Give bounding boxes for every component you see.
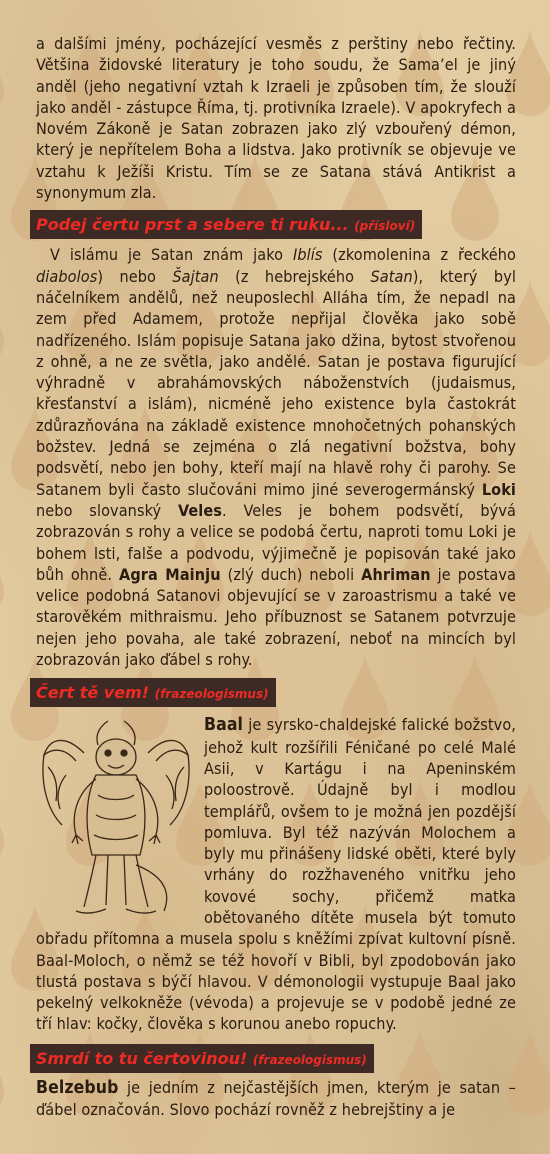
term-belzebub: Belzebub [36,1077,119,1098]
term-diabolos: diabolos [36,266,98,286]
baal-section [36,707,516,1034]
intro-paragraph: a dalšími jmény, pocházející vesměs z perštiny nebo řečtiny. Většina židovské literatury je toho soudu, že Sama’el je jiný anděl (jeho negativní vztah k Izraeli je způsoben tím, že slouží jako anděl - zástupce Říma, tj. protivníka Izraele). V apokryfech a Novém Zákoně je Satan zobrazen jako zlý vzbouřený démon, který je nepřítelem Boha a lidstva. Jako protivník se objevuje ve vztahu k Ježíši Kristu. Tím se ze Satana stává Antikrist a synonymum zla. [36,34,516,203]
baal-paragraph: Baal je syrsko-chaldejské falické božstvo, jehož kult rozšířili Féničané po celé Malé Asii, v Kartágu i na Apeninském poloostrově. Údajně byl i modlou templářů, ovšem to je možná jen pozdější pomluva. Byl též nazýván Molochem a byly mu přinášeny lidské oběti, které byly vrhány do rozžhaveného vnitřku jeho kovové sochy, přičemž matka obětovaného dítěte musela být tomuto obřadu přítomna a musela spolu s kněžími zpívat kultovní písně. Baal-Moloch, o němž se též hovoří v Bibli, byl zpodobován jako tlustá postava s býčí hlavou. V démonologii vystupuje Baal jako pekelný velkokněže (vévoda) a projevuje se v podobě jedné ze tří hlav: kočky, člověka s korunou anebo ropuchy. [36,715,516,1034]
belzebub-paragraph: Belzebub je jedním z nejčastějších jmen, kterým je satan – ďábel označován. Slovo pochází rovněž z hebrejštiny a je [36,1077,516,1120]
banner-proverb-text: Podej čertu prst a sebere ti ruku... [36,215,349,235]
banner-idiom-1 [30,678,276,707]
banner-idiom-1-text: Čert tě vem! [36,683,150,703]
banner-idiom-2-note: (frazeologismus) [252,1052,367,1067]
banner-idiom-2-text: Smrdí to tu čertovinou! [36,1048,248,1068]
page-content [36,0,516,1120]
background-drop [0,530,4,616]
term-veles: Veles [177,500,222,520]
term-iblis: Iblís [293,245,323,265]
banner-idiom-1-note: (frazeologismus) [154,687,269,702]
term-ahriman: Ahriman [361,564,431,584]
islam-paragraph: V islámu je Satan znám jako Iblís (zkomolenina z řeckého diabolos) nebo Šajtan (z hebrejského Satan), který byl náčelníkem andělů, než neuposlechl Alláha tím, že nepadl na zem před Adamem, protože nepřijal člověka jako sobě nadřízeného. Islám popisuje Satana jako džina, bytost stvořenou z ohně, a ne ze světla, jako andělé. Satan je postava figurující výhradně v abrahámovských náboženstvích (judaismus, křesťanství a islám), nicméně jeho existence byla častokrát zdůrazňována na základě existence mnohočetných pohanských božstev. Jedná se zejména o zlá negativní božstva, bohy podsvětí, nebo jen bohy, kteří mají na hlavě rohy či parohy. Se Satanem byli často slučováni mimo jiné severogermánský Loki nebo slovanský Veles. Veles je bohem podsvětí, bývá zobrazován s rohy a velice se podobá čertu, naproti tomu Loki je bohem lsti, falše a podvodu, výjimečně je popisován také jako bůh ohně. Agra Mainju (zlý duch) neboli Ahriman je postava velice podobná Satanovi objevující se v zaroastrismu a také ve starověkém mithraismu. Jeho příbuznost se Satanem potvrzuje nejen jeho povaha, ale také zobrazení, neboť na mincích byl zobrazován jako ďábel s rohy. [36,245,516,670]
background-drop [0,780,4,866]
background-drop [0,1030,4,1116]
banner-proverb [30,210,422,239]
baal-illustration-icon [36,715,196,921]
term-agra-mainju: Agra Mainju [119,564,221,584]
term-loki: Loki [481,479,516,499]
background-drop [0,30,4,116]
term-baal: Baal [204,715,244,736]
term-satan: Satan [370,266,413,286]
banner-idiom-2 [30,1044,374,1073]
background-drop [0,280,4,366]
term-sajtan: Šajtan [172,266,219,286]
banner-proverb-note: (přísloví) [354,219,416,234]
